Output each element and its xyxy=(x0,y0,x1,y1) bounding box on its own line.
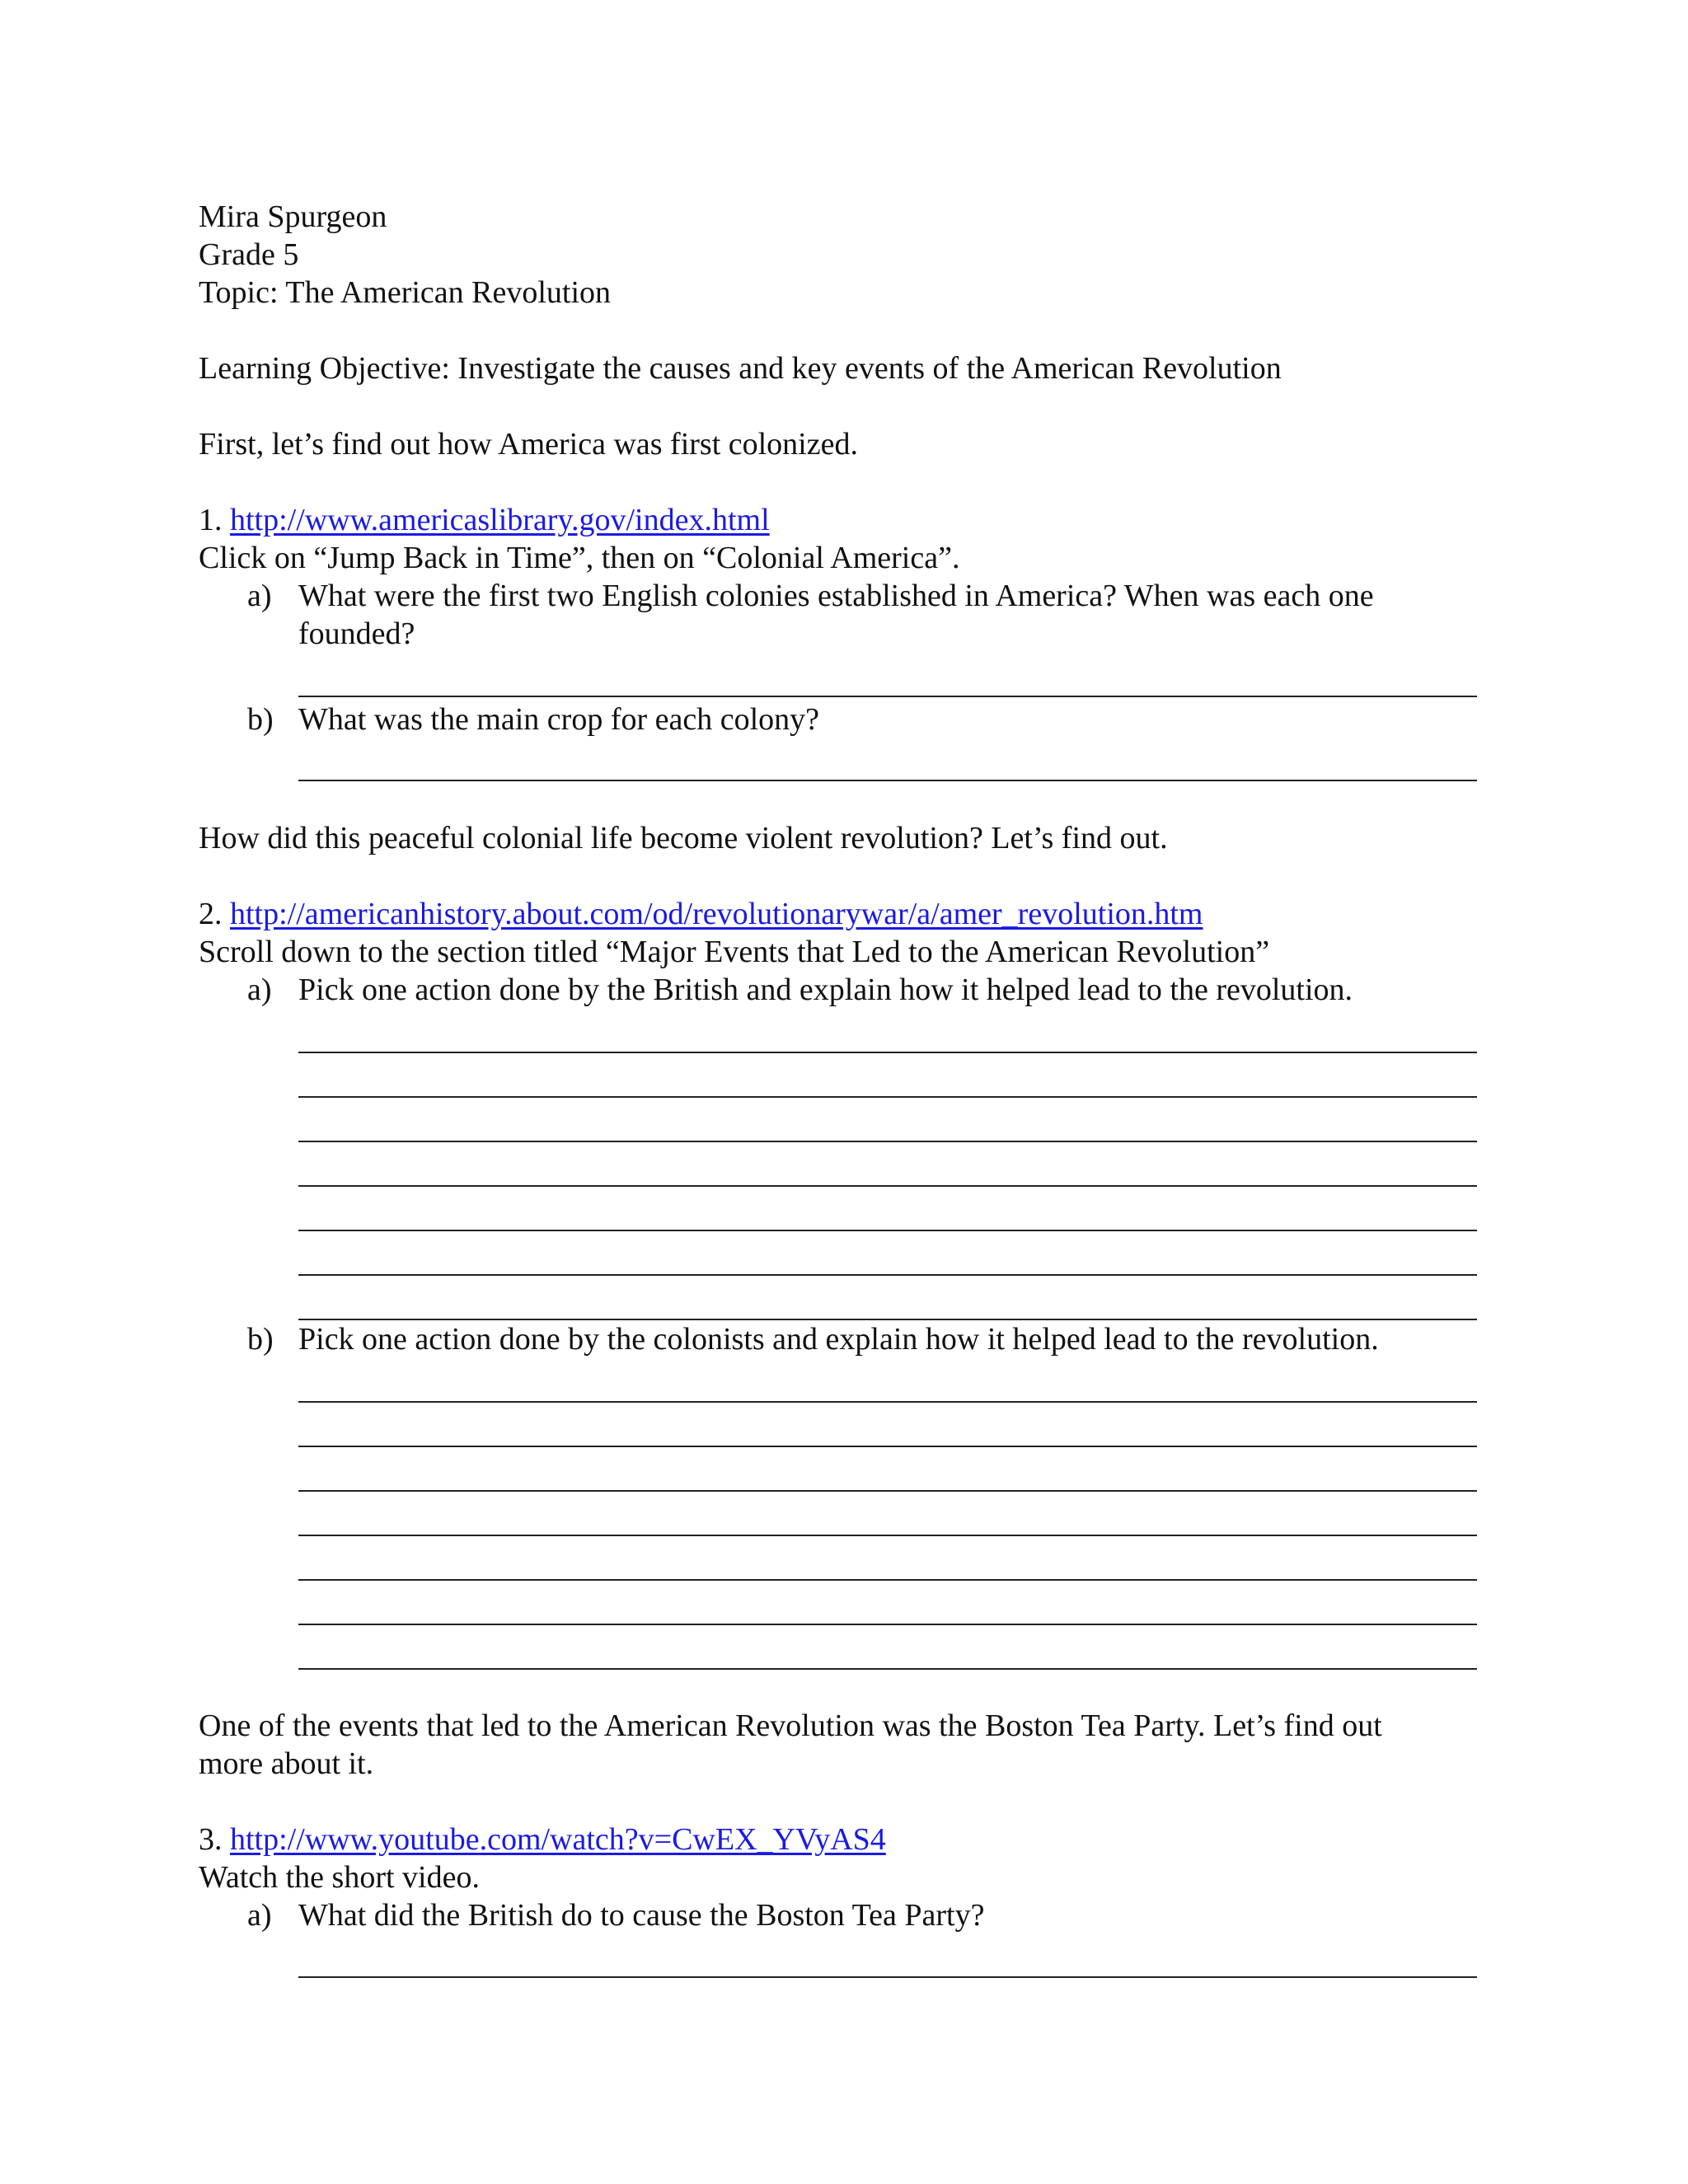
topic-line: Topic: The American Revolution xyxy=(199,275,612,310)
q2b-label: b) xyxy=(247,1322,274,1357)
q3-link[interactable]: http://www.youtube.com/watch?v=CwEX_YVyAS4 xyxy=(230,1822,886,1857)
q3-heading xyxy=(199,1821,886,1858)
q2a-question: Pick one action done by the British and explain how it helped lead to the revolution. xyxy=(298,972,1353,1007)
q1-heading xyxy=(199,501,770,539)
q2-heading xyxy=(199,895,1203,933)
intro-text: First, let’s find out how America was first colonized. xyxy=(199,427,858,462)
q2b-answer-line[interactable] xyxy=(298,1490,1477,1492)
q1-link[interactable]: http://www.americaslibrary.gov/index.html xyxy=(230,503,770,537)
transition-text: How did this peaceful colonial life become violent revolution? Let’s find out. xyxy=(199,821,1168,855)
q2a-answer-line[interactable] xyxy=(298,1096,1477,1098)
q3-instruction: Watch the short video. xyxy=(199,1860,480,1895)
q2-link[interactable]: http://americanhistory.about.com/od/revolutionarywar/a/amer_revolution.htm xyxy=(230,897,1203,931)
q2a-answer-line[interactable] xyxy=(298,1141,1477,1142)
q1a-answer-line[interactable] xyxy=(298,696,1477,697)
q3a-question: What did the British do to cause the Boston Tea Party? xyxy=(298,1898,985,1933)
q3a-answer-line[interactable] xyxy=(298,1976,1477,1978)
q2a-answer-line[interactable] xyxy=(298,1230,1477,1231)
q2a-answer-line[interactable] xyxy=(298,1052,1477,1053)
q2b-answer-line[interactable] xyxy=(298,1446,1477,1447)
q2a-answer-line[interactable] xyxy=(298,1274,1477,1276)
q2a-answer-line[interactable] xyxy=(298,1185,1477,1187)
q2b-answer-line[interactable] xyxy=(298,1579,1477,1581)
q3-number: 3. xyxy=(199,1822,223,1857)
q2b-question: Pick one action done by the colonists and explain how it helped lead to the revolution. xyxy=(298,1322,1379,1357)
q1b-question: What was the main crop for each colony? xyxy=(298,702,820,737)
q2b-answer-line[interactable] xyxy=(298,1668,1477,1670)
q1a-label: a) xyxy=(247,579,272,613)
q1-number: 1. xyxy=(199,503,223,537)
q2a-label: a) xyxy=(247,972,272,1007)
learning-objective: Learning Objective: Investigate the causes and key events of the American Revolution xyxy=(199,351,1282,386)
q2b-answer-line[interactable] xyxy=(298,1624,1477,1625)
boston-intro-line2: more about it. xyxy=(199,1746,374,1781)
q1a-question-line2: founded? xyxy=(298,616,415,651)
q2-instruction: Scroll down to the section titled “Major Events that Led to the American Revolution” xyxy=(199,935,1270,969)
q3a-label: a) xyxy=(247,1898,272,1933)
student-name: Mira Spurgeon xyxy=(199,199,387,234)
q1b-answer-line[interactable] xyxy=(298,780,1477,781)
q1a-question-line1: What were the first two English colonies established in America? When was each one xyxy=(298,579,1374,613)
boston-intro-line1: One of the events that led to the American Revolution was the Boston Tea Party. Let’s find out xyxy=(199,1708,1382,1743)
q1-instruction: Click on “Jump Back in Time”, then on “Colonial America”. xyxy=(199,541,960,575)
q2b-answer-line[interactable] xyxy=(298,1401,1477,1403)
grade-line: Grade 5 xyxy=(199,237,299,272)
q1b-label: b) xyxy=(247,702,274,737)
q2b-answer-line[interactable] xyxy=(298,1535,1477,1536)
q2-number: 2. xyxy=(199,897,223,931)
